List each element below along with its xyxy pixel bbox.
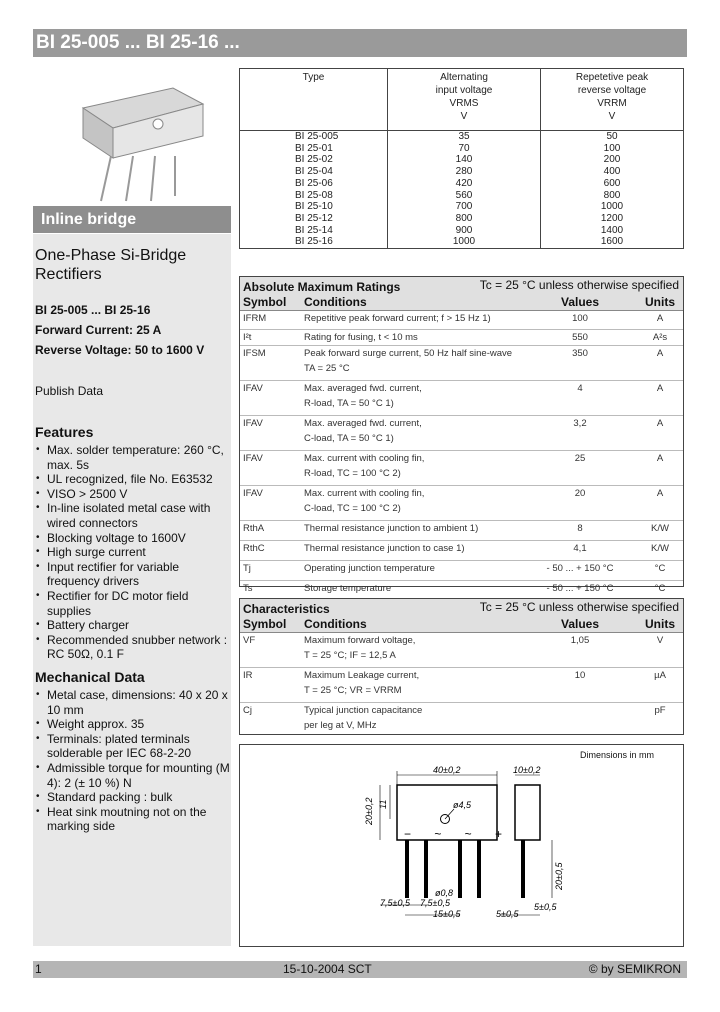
type-cell: 1000	[541, 201, 684, 213]
type-cell: BI 25-06	[295, 177, 333, 189]
dim-lead-dia: ø0,8	[435, 888, 454, 898]
amr-c1: Rating for fusing, t < 10 ms	[304, 332, 418, 343]
mech-item: • Admissible torque for mounting (M 4): 2 (± 10 %) N	[35, 761, 231, 790]
amr-c1: Thermal resistance junction to case 1)	[304, 543, 465, 554]
type-cell: 900	[388, 225, 541, 237]
amr-u: K/W	[651, 543, 669, 554]
amr-u: A	[656, 348, 664, 359]
amr-u: °C	[654, 583, 666, 594]
h-rep4: V	[608, 111, 616, 122]
amr-c1: Storage temperature	[304, 583, 392, 594]
amr-row	[240, 561, 683, 581]
type-row	[240, 213, 684, 225]
amr-sym: IFAV	[243, 488, 263, 499]
amr-v: 100	[572, 313, 588, 324]
type-cell: BI 25-01	[295, 142, 333, 154]
chars-h-values: Values	[560, 617, 600, 631]
type-row	[240, 166, 684, 178]
h-alt2: input voltage	[435, 85, 493, 96]
amr-v: 3,2	[573, 418, 587, 429]
amr-v: 4,1	[573, 543, 587, 554]
type-cell: 800	[541, 190, 684, 202]
amr-h-conditions: Conditions	[304, 295, 367, 309]
amr-v: - 50 ... + 150 °C	[546, 563, 614, 574]
h-alt4: V	[460, 111, 468, 122]
amr-c1: Max. current with cooling fin,	[304, 488, 425, 499]
feature-item: • VISO > 2500 V	[35, 487, 231, 502]
amr-u: A	[656, 383, 664, 394]
type-cell: 70	[388, 143, 541, 155]
amr-u: A²s	[652, 332, 668, 343]
dim-7-5a: 7,5±0,5	[380, 898, 410, 908]
type-table	[239, 68, 684, 249]
feature-item: • High surge current	[35, 545, 231, 560]
amr-row	[240, 541, 683, 561]
type-cell: 1600	[541, 236, 684, 248]
amr-sym: IFSM	[243, 348, 266, 359]
type-cell: 280	[388, 166, 541, 178]
amr-u: °C	[654, 563, 666, 574]
type-cell: BI 25-16	[295, 236, 333, 248]
amr-c2: R-load, TA = 50 °C 1)	[304, 398, 394, 409]
col-type: Type	[302, 72, 325, 83]
inline-bridge-label: Inline bridge	[33, 206, 231, 233]
amr-sym: IFAV	[243, 383, 263, 394]
amr-sym: Ts	[243, 583, 253, 594]
chars-v: 1,05	[570, 635, 590, 646]
chars-row	[240, 668, 683, 703]
feature-item: • In-line isolated metal case with wired connectors	[35, 501, 231, 530]
amr-c1: Thermal resistance junction to ambient 1)	[304, 523, 479, 534]
reverse-voltage: Reverse Voltage: 50 to 1600 V	[35, 343, 205, 357]
amr-row	[240, 381, 683, 416]
amr-c1: Max. averaged fwd. current,	[304, 383, 422, 394]
type-row	[240, 201, 684, 213]
type-cell: BI 25-14	[295, 224, 333, 236]
chars-c2: T = 25 °C; IF = 12,5 A	[304, 650, 396, 661]
amr-rows	[240, 311, 683, 601]
type-row	[240, 225, 684, 237]
type-cell: 600	[541, 178, 684, 190]
amr-c1: Max. current with cooling fin,	[304, 453, 425, 464]
amr-c2: TA = 25 °C	[304, 363, 350, 374]
amr-h-symbol: Symbol	[243, 295, 287, 309]
amr-v: 550	[572, 332, 588, 343]
chars-h-units: Units	[645, 617, 675, 631]
type-cell: BI 25-04	[295, 166, 333, 178]
amr-c2: C-load, TC = 100 °C 2)	[304, 503, 401, 514]
h-rep1: Repetetive peak	[575, 72, 649, 83]
chars-h-symbol: Symbol	[243, 617, 287, 631]
feature-item: • Battery charger	[35, 618, 231, 633]
type-cell: BI 25-08	[295, 189, 333, 201]
chars-condition: Tc = 25 °C unless otherwise specified	[479, 600, 679, 614]
footer-date: 15-10-2004 SCT	[283, 962, 372, 976]
publish-data: Publish Data	[35, 384, 104, 398]
characteristics-box	[239, 598, 684, 735]
amr-v: 20	[574, 488, 586, 499]
amr-v: 25	[574, 453, 586, 464]
chars-c2: per leg at V, MHz	[304, 720, 377, 731]
chars-c1: Typical junction capacitance	[304, 705, 423, 716]
part-range: BI 25-005 ... BI 25-16	[35, 303, 151, 317]
amr-sym: IFAV	[243, 418, 263, 429]
amr-condition: Tc = 25 °C unless otherwise specified	[479, 278, 679, 292]
amr-sym: RthA	[243, 523, 265, 534]
amr-u: K/W	[651, 523, 669, 534]
page-number: 1	[35, 962, 42, 976]
dim-lead-length: 20±0,5	[554, 862, 564, 890]
features-list	[35, 443, 231, 662]
type-row	[240, 154, 684, 166]
feature-item: • Input rectifier for variable frequency drivers	[35, 560, 231, 589]
chars-u: µA	[654, 670, 666, 681]
amr-v: 8	[577, 523, 583, 534]
chars-c2: T = 25 °C; VR = VRRM	[304, 685, 402, 696]
type-cell: BI 25-12	[295, 212, 333, 224]
dim-20: 20±0,2	[364, 797, 374, 825]
amr-row	[240, 311, 683, 330]
type-cell: 1200	[541, 213, 684, 225]
dim-5a: 5±0,5	[496, 909, 519, 919]
chars-c1: Maximum forward voltage,	[304, 635, 416, 646]
amr-sym: Tj	[243, 563, 251, 574]
amr-v: - 50 ... + 150 °C	[546, 583, 614, 594]
col-repetitive	[541, 69, 684, 131]
chars-rows	[240, 633, 683, 735]
col-alternating	[388, 69, 541, 131]
mechanical-title: Mechanical Data	[35, 669, 145, 685]
mech-item: • Heat sink moutning not on the marking side	[35, 805, 231, 834]
amr-sym: IFAV	[243, 453, 263, 464]
type-cell: 200	[541, 154, 684, 166]
chars-row	[240, 633, 683, 668]
chars-row	[240, 703, 683, 735]
type-row	[240, 190, 684, 202]
amr-column-headers	[240, 295, 683, 311]
type-row	[240, 131, 684, 143]
chars-sym: VF	[243, 635, 256, 646]
chars-v: 10	[574, 670, 586, 681]
amr-v: 4	[577, 383, 583, 394]
amr-sym: I²t	[243, 332, 252, 343]
feature-item: • Max. solder temperature: 260 °C, max. 5s	[35, 443, 231, 472]
amr-u: A	[656, 488, 664, 499]
dim-5b: 5±0,5	[534, 902, 557, 912]
amr-c1: Peak forward surge current, 50 Hz half sine-wave	[304, 348, 513, 359]
mech-item: • Weight approx. 35	[35, 717, 231, 732]
amr-c1: Max. averaged fwd. current,	[304, 418, 422, 429]
chars-column-headers	[240, 617, 683, 633]
chars-header	[240, 599, 683, 617]
pin-markings: − ~ ~ +	[404, 827, 513, 841]
feature-item: • Blocking voltage to 1600V	[35, 531, 231, 546]
feature-item: • UL recognized, file No. E63532	[35, 472, 231, 487]
chars-u: V	[656, 635, 664, 646]
type-cell: 35	[388, 131, 541, 143]
amr-row	[240, 330, 683, 346]
dim-7-5b: 7,5±0,5	[420, 898, 450, 908]
type-cell: 50	[541, 131, 684, 143]
amr-c1: Repetitive peak forward current; f > 15 Hz 1)	[304, 313, 491, 324]
type-cell: 800	[388, 213, 541, 225]
feature-item: • Recommended snubber network : RC 50Ω, 0.1 F	[35, 633, 231, 662]
amr-sym: IFRM	[243, 313, 267, 324]
footer-copyright: © by SEMIKRON	[588, 962, 681, 976]
dim-40: 40±0,2	[433, 765, 461, 775]
footer	[33, 961, 687, 978]
chars-title: Characteristics	[243, 602, 330, 616]
amr-row	[240, 486, 683, 521]
amr-header	[240, 277, 683, 295]
type-cell: BI 25-005	[295, 131, 339, 142]
mechanical-list	[35, 688, 231, 834]
h-rep3: VRRM	[597, 98, 627, 109]
product-subtitle: One-Phase Si-Bridge Rectifiers	[35, 247, 187, 283]
mech-item: • Standard packing : bulk	[35, 790, 231, 805]
amr-v: 350	[572, 348, 588, 359]
type-cell: 400	[541, 166, 684, 178]
dim-hole: ø4,5	[453, 800, 472, 810]
type-row	[240, 178, 684, 190]
type-cell: 1400	[541, 225, 684, 237]
type-cell: 140	[388, 154, 541, 166]
type-cell: 700	[388, 201, 541, 213]
type-cell: 560	[388, 190, 541, 202]
type-cell: 1000	[388, 236, 541, 248]
chars-sym: IR	[243, 670, 253, 681]
amr-u: A	[656, 453, 664, 464]
amr-row	[240, 346, 683, 381]
amr-c1: Operating junction temperature	[304, 563, 435, 574]
h-rep2: reverse voltage	[577, 85, 647, 96]
amr-row	[240, 416, 683, 451]
chars-c1: Maximum Leakage current,	[304, 670, 420, 681]
abs-max-ratings-box	[239, 276, 684, 594]
dim-10: 10±0,2	[513, 765, 541, 775]
amr-row	[240, 521, 683, 541]
type-row	[240, 236, 684, 248]
amr-u: A	[656, 418, 664, 429]
amr-title: Absolute Maximum Ratings	[243, 280, 401, 294]
page-title: BI 25-005 ... BI 25-16 ...	[33, 29, 687, 57]
chars-sym: Cj	[243, 705, 252, 716]
dim-11: 11	[378, 799, 388, 809]
h-alt1: Alternating	[440, 72, 488, 83]
chars-u: pF	[654, 705, 666, 716]
amr-u: A	[656, 313, 664, 324]
type-cell: 100	[541, 143, 684, 155]
dim-15: 15±0,5	[433, 909, 461, 919]
amr-c2: C-load, TA = 50 °C 1)	[304, 433, 394, 444]
chars-h-conditions: Conditions	[304, 617, 367, 631]
mech-item: • Metal case, dimensions: 40 x 20 x 10 mm	[35, 688, 231, 717]
feature-item: • Rectifier for DC motor field supplies	[35, 589, 231, 618]
dims-caption: Dimensions in mm	[580, 750, 655, 760]
h-alt3: VRMS	[449, 98, 479, 109]
mech-item: • Terminals: plated terminals solderable per IEC 68-2-20	[35, 732, 231, 761]
forward-current: Forward Current: 25 A	[35, 323, 162, 337]
amr-h-units: Units	[645, 295, 675, 309]
amr-h-values: Values	[560, 295, 600, 309]
type-cell: BI 25-02	[295, 154, 333, 166]
features-title: Features	[35, 424, 94, 440]
amr-row	[240, 451, 683, 486]
amr-sym: RthC	[243, 543, 265, 554]
type-row	[240, 143, 684, 155]
amr-c2: R-load, TC = 100 °C 2)	[304, 468, 401, 479]
dimensions-drawing	[239, 744, 684, 947]
type-cell: 420	[388, 178, 541, 190]
type-cell: BI 25-10	[295, 201, 333, 213]
